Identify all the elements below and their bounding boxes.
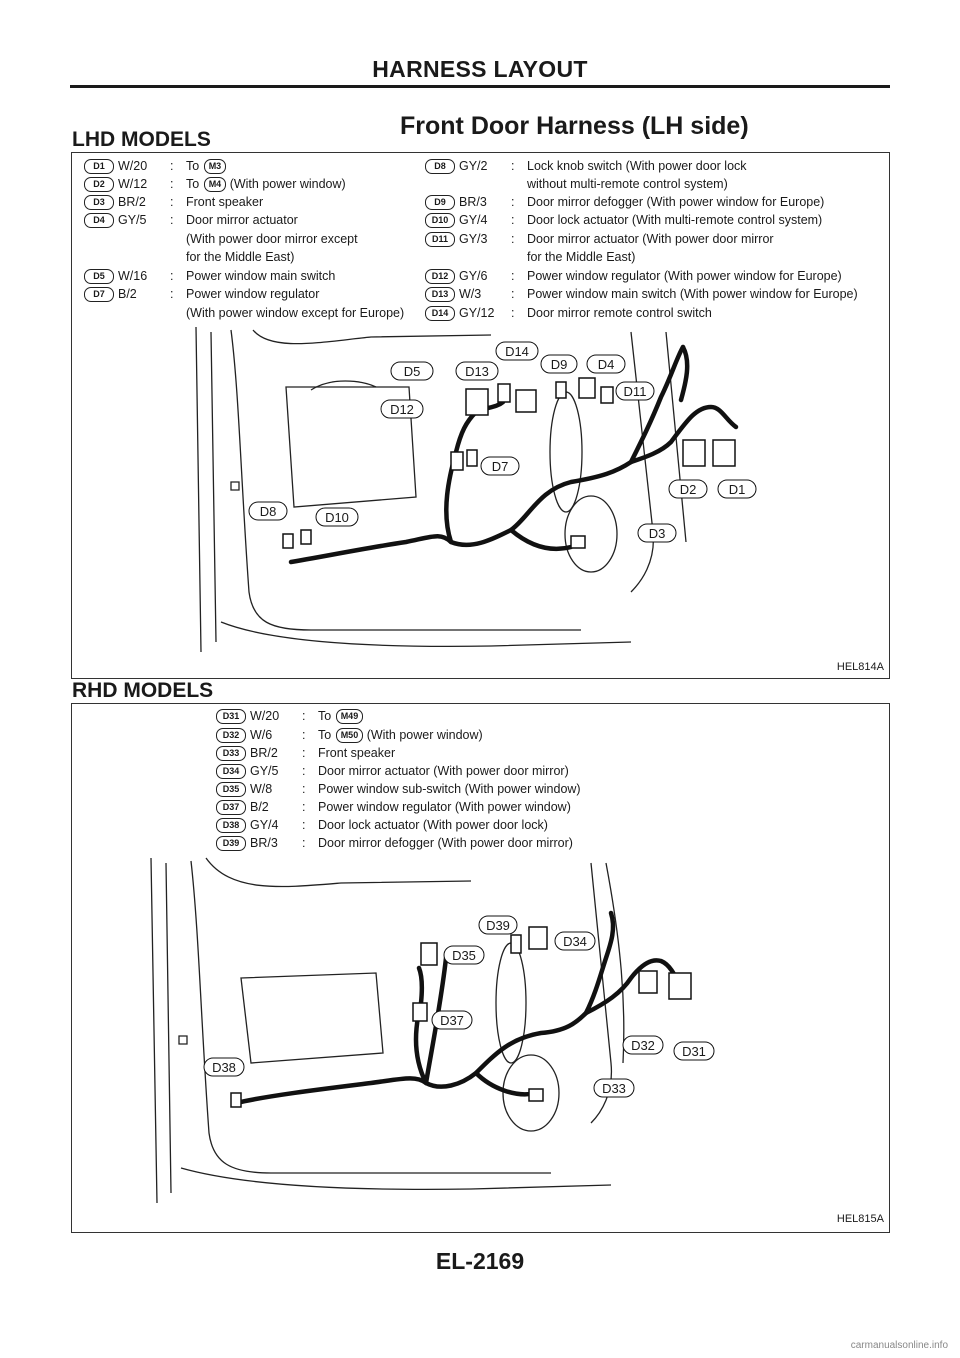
diagram-callouts: [204, 916, 714, 1097]
row-description: To M49: [318, 708, 363, 724]
callout-label: D8: [259, 504, 277, 519]
row-description: Door mirror actuator (With power door mirror: [527, 232, 774, 246]
connector-badge: D8: [425, 159, 455, 174]
legend-continuation: (With power window except for Europe): [186, 306, 405, 320]
diagram-callouts: [249, 342, 756, 542]
connector-badge: D2: [84, 177, 114, 192]
wire-spec: GY/12: [459, 306, 495, 320]
connector-badge: D34: [216, 764, 246, 779]
callout-label: D14: [505, 344, 529, 359]
row-description: Power window main switch (With power window for Europe): [527, 287, 858, 301]
separator: :: [511, 269, 515, 283]
wire-spec: B/2: [118, 287, 137, 301]
wire-spec: W/16: [118, 269, 148, 283]
mate-connector-badge: M3: [204, 159, 227, 174]
row-description: Lock knob switch (With power door lock: [527, 159, 747, 173]
header-rule: [70, 85, 890, 88]
connector-badge: D7: [84, 287, 114, 302]
callout-label: D34: [563, 934, 587, 949]
callout-label: D3: [648, 526, 666, 541]
rhd-door-harness-diagram: [71, 703, 890, 1233]
wire-spec: BR/2: [118, 195, 146, 209]
wire-spec: GY/2: [459, 159, 488, 173]
connector-badge: D39: [216, 836, 246, 851]
wire-spec: GY/4: [250, 818, 279, 832]
separator: :: [511, 306, 515, 320]
wire-spec: GY/6: [459, 269, 488, 283]
callout-label: D39: [486, 918, 510, 933]
connector-badge: D37: [216, 800, 246, 815]
connector-badge: D14: [425, 306, 455, 321]
row-description: Power window regulator (With power window for Europe): [527, 269, 842, 283]
wire-spec: W/12: [118, 177, 148, 191]
row-description: To M4 (With power window): [186, 177, 346, 191]
rhd-heading: RHD MODELS: [72, 679, 214, 702]
figure-code: HEL815A: [836, 1213, 884, 1225]
watermark: carmanualsonline.info: [850, 1340, 948, 1351]
mate-connector-badge: M50: [336, 728, 364, 743]
connector-badge: D4: [84, 213, 114, 228]
separator: :: [511, 232, 515, 246]
connector-badge: D5: [84, 269, 114, 284]
row-description: Power window sub-switch (With power window): [318, 782, 581, 796]
wire-spec: W/6: [250, 728, 273, 742]
separator: :: [302, 782, 306, 796]
row-description: To M3: [186, 158, 226, 174]
connector-badge: D38: [216, 818, 246, 833]
legend-continuation: (With power door mirror except: [186, 232, 358, 246]
separator: :: [170, 177, 174, 191]
wire-spec: W/20: [250, 709, 280, 723]
figure-code: HEL814A: [836, 661, 884, 673]
section-title: Front Door Harness (LH side): [400, 112, 749, 140]
wire-spec: BR/3: [459, 195, 487, 209]
callout-label: D11: [623, 384, 647, 399]
main-harness: [236, 913, 681, 1103]
row-description: Door mirror defogger (With power window for Europe): [527, 195, 825, 209]
separator: :: [302, 764, 306, 778]
separator: :: [302, 818, 306, 832]
wire-spec: W/20: [118, 159, 148, 173]
wire-spec: BR/2: [250, 746, 278, 760]
separator: :: [170, 269, 174, 283]
separator: :: [511, 195, 515, 209]
separator: :: [302, 836, 306, 850]
page-header-title: HARNESS LAYOUT: [372, 56, 588, 82]
connector-badge: D9: [425, 195, 455, 210]
connector-badge: D11: [425, 232, 455, 247]
row-description: Door lock actuator (With multi-remote control system): [527, 213, 823, 227]
row-description: Door mirror actuator: [186, 213, 298, 227]
legend-continuation: for the Middle East): [527, 250, 636, 264]
separator: :: [511, 213, 515, 227]
callout-label: D37: [440, 1013, 464, 1028]
row-description: Front speaker: [186, 195, 264, 209]
callout-label: D35: [452, 948, 476, 963]
row-description: Power window main switch: [186, 269, 336, 283]
separator: :: [302, 709, 306, 723]
callout-label: D1: [728, 482, 746, 497]
wire-spec: B/2: [250, 800, 269, 814]
wire-spec: GY/5: [118, 213, 147, 227]
wire-spec: GY/5: [250, 764, 279, 778]
connector-badge: D33: [216, 746, 246, 761]
row-description: To M50 (With power window): [318, 728, 483, 742]
wire-spec: BR/3: [250, 836, 278, 850]
connector-badge: D32: [216, 728, 246, 743]
callout-label: D32: [631, 1038, 655, 1053]
separator: :: [170, 213, 174, 227]
wire-spec: W/8: [250, 782, 273, 796]
callout-label: D12: [390, 402, 414, 417]
wire-spec: GY/4: [459, 213, 488, 227]
separator: :: [511, 287, 515, 301]
separator: :: [170, 287, 174, 301]
callout-label: D9: [550, 357, 568, 372]
callout-label: D31: [682, 1044, 706, 1059]
separator: :: [170, 159, 174, 173]
separator: :: [302, 800, 306, 814]
callout-label: D5: [403, 364, 421, 379]
door-outline: [196, 327, 686, 652]
connector-badge: D12: [425, 269, 455, 284]
mate-connector-badge: M4: [204, 177, 227, 192]
connector-badge: D1: [84, 159, 114, 174]
wire-spec: W/3: [459, 287, 482, 301]
wire-spec: GY/3: [459, 232, 488, 246]
separator: :: [302, 728, 306, 742]
callout-label: D13: [465, 364, 489, 379]
connector-badge: D13: [425, 287, 455, 302]
row-description: Door mirror actuator (With power door mirror): [318, 764, 569, 778]
callout-label: D7: [491, 459, 509, 474]
row-description: Door mirror remote control switch: [527, 306, 712, 320]
row-description: Door mirror defogger (With power door mirror): [318, 836, 573, 850]
connector-badge: D35: [216, 782, 246, 797]
connector-badge: D10: [425, 213, 455, 228]
callout-label: D2: [679, 482, 697, 497]
row-description: Front speaker: [318, 746, 396, 760]
legend-continuation: for the Middle East): [186, 250, 295, 264]
lhd-heading: LHD MODELS: [72, 128, 211, 151]
mate-connector-badge: M49: [336, 709, 364, 724]
callout-label: D33: [602, 1081, 626, 1096]
callout-label: D38: [212, 1060, 236, 1075]
separator: :: [511, 159, 515, 173]
separator: :: [170, 195, 174, 209]
row-description: Power window regulator (With power window): [318, 800, 571, 814]
connector-badge: D3: [84, 195, 114, 210]
page-number: EL-2169: [435, 1248, 525, 1274]
row-description: Power window regulator: [186, 287, 320, 301]
row-description: Door lock actuator (With power door lock): [318, 818, 548, 832]
connector-badge: D31: [216, 709, 246, 724]
callout-label: D4: [597, 357, 615, 372]
lhd-door-harness-diagram: [71, 152, 890, 679]
separator: :: [302, 746, 306, 760]
callout-label: D10: [325, 510, 349, 525]
legend-continuation: without multi-remote control system): [527, 177, 728, 191]
